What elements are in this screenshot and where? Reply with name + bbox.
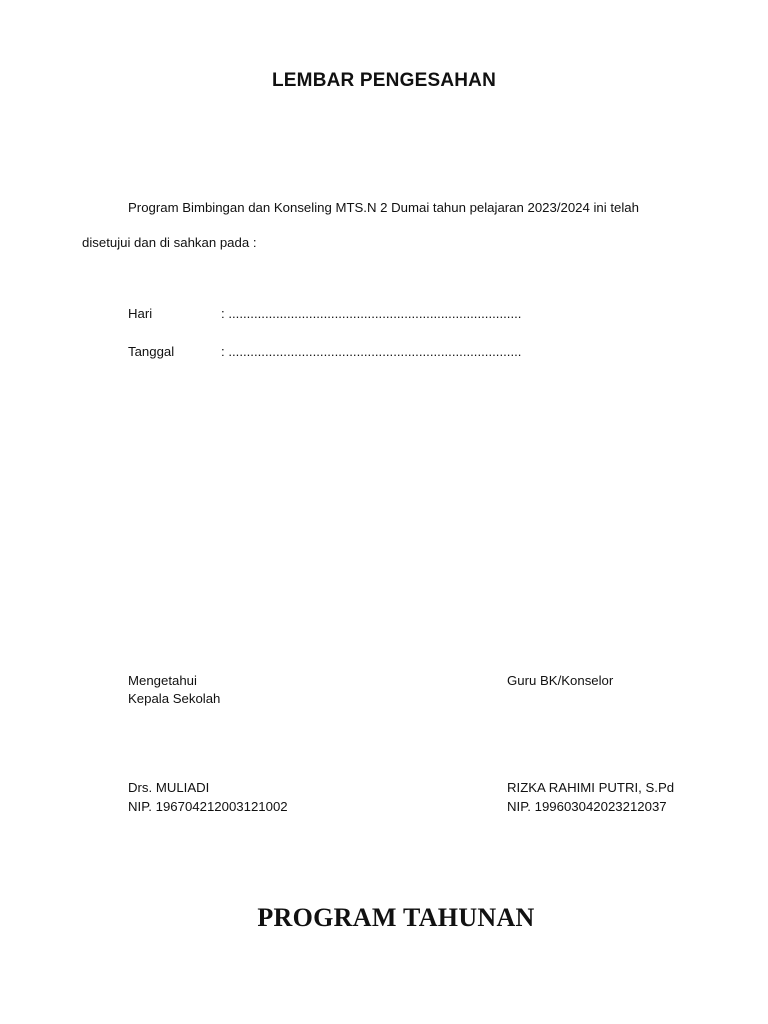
page-title: LEMBAR PENGESAHAN (271, 70, 497, 91)
left-signature-nip: NIP. 196704212003121002 (128, 799, 288, 814)
next-section-title: PROGRAM TAHUNAN (257, 903, 535, 932)
left-signature-role-line-1: Mengetahui (128, 673, 197, 688)
intro-paragraph-line-2: disetujui dan di sahkan pada : (82, 235, 257, 250)
left-signature-name: Drs. MULIADI (128, 780, 210, 795)
right-signature-name: RIZKA RAHIMI PUTRI, S.Pd (507, 780, 675, 795)
right-signature-nip: NIP. 199603042023212037 (507, 799, 667, 814)
field-value-hari: : ................................................................................ (221, 306, 522, 321)
field-value-tanggal: : ................................................................................ (221, 344, 522, 359)
left-signature-role-line-2: Kepala Sekolah (128, 691, 221, 706)
field-label-hari: Hari (128, 306, 153, 321)
intro-paragraph-line-1: Program Bimbingan dan Konseling MTS.N 2 Dumai tahun pelajaran 2023/2024 ini telah (128, 200, 639, 215)
field-label-tanggal: Tanggal (128, 344, 175, 359)
right-signature-role: Guru BK/Konselor (507, 673, 614, 688)
